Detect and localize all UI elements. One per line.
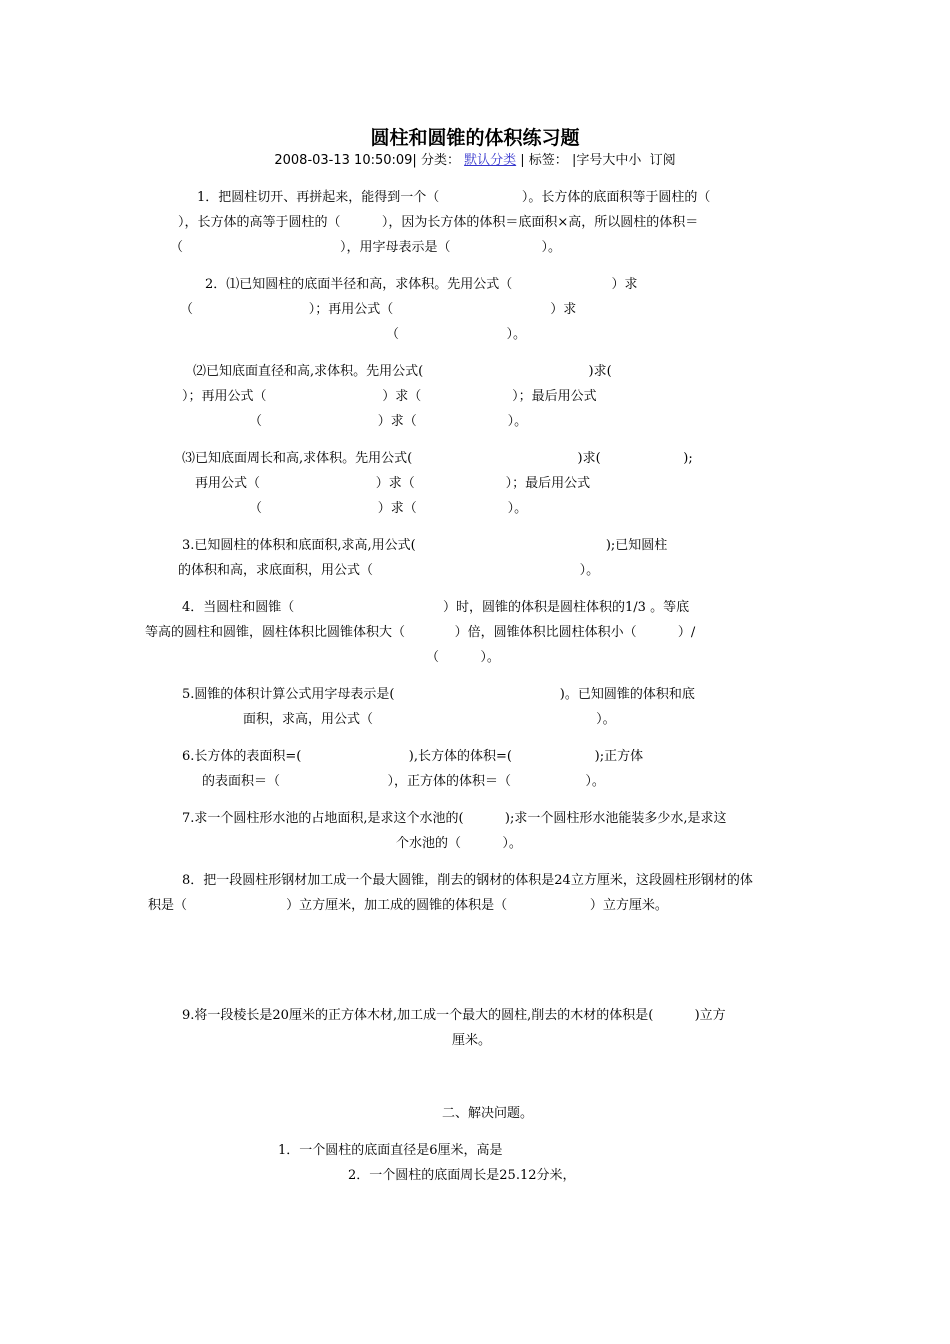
document-title: 圆柱和圆锥的体积练习题 [370,127,580,149]
q8-line-2: 积是（ ）立方厘米，加工成的圆锥的体积是（ ）立方厘米。 [148,898,668,913]
q4-line-1: 4．当圆柱和圆锥（ ）时，圆锥的体积是圆柱体积的1/3 。等底 [182,600,690,615]
problem-1: 1．一个圆柱的底面直径是6厘米，高是 [278,1143,503,1158]
q9-line-2: 厘米。 [452,1033,492,1048]
q6-line-1: 6.长方体的表面积=( ),长方体的体积=( );正方体 [182,749,644,764]
q2-line-1: 2．⑴已知圆柱的底面半径和高，求体积。先用公式（ ）求 [205,277,638,292]
meta-separator: | [520,153,525,168]
post-meta [0,153,950,169]
category-link[interactable]: 默认分类 [464,153,517,168]
q3-line-2: 的体积和高，求底面积，用公式（ ）。 [178,563,600,578]
post-date: 2008-03-13 10:50:09| [274,153,417,168]
q5-line-1: 5.圆锥的体积计算公式用字母表示是( )。已知圆锥的体积和底 [182,687,695,702]
q2-3-line-2: 再用公式（ ）求（ ）；最后用公式 [195,476,591,491]
q2-2-line-3: （ ）求（ ）。 [249,414,528,429]
q6-line-2: 的表面积＝（ ），正方体的体积＝（ ）。 [202,774,605,789]
q7-line-2: 个水池的（ ）。 [396,836,522,851]
q1-line-3: （ ），用字母表示是（ ）。 [170,240,561,255]
q3-line-1: 3.已知圆柱的体积和底面积,求高,用公式( );已知圆柱 [182,538,668,553]
q2-3-line-1: ⑶已知底面周长和高,求体积。先用公式( )求( ); [182,451,693,466]
font-size-control[interactable]: |字号大中小 [571,153,642,168]
q2-line-2: （ ）；再用公式（ ）求 [180,302,577,317]
q2-2-line-1: ⑵已知底面直径和高,求体积。先用公式( )求( [193,364,612,379]
q7-line-1: 7.求一个圆柱形水池的占地面积,是求这个水池的( );求一个圆柱形水池能装多少水,是求这 [182,811,727,826]
tag-label: 标签： [528,153,568,168]
q4-line-2: 等高的圆柱和圆锥，圆柱体积比圆锥体积大（ ）倍，圆锥体积比圆柱体积小（ ）/ [145,625,696,640]
section-heading: 二、解决问题。 [442,1106,534,1121]
q4-line-3: （ ）。 [426,650,500,665]
q2-3-line-3: （ ）求（ ）。 [249,501,528,516]
problem-2: 2．一个圆柱的底面周长是25.12分米， [348,1168,576,1183]
q2-2-line-2: ）；再用公式（ ）求（ ）；最后用公式 [182,389,597,404]
q9-line-1: 9.将一段棱长是20厘米的正方体木材,加工成一个最大的圆柱,削去的木材的体积是( )立方 [182,1008,726,1023]
q2-line-3: （ ）。 [386,327,526,342]
subscribe-link[interactable]: 订阅 [649,153,676,168]
q1-line-1: 1．把圆柱切开、再拼起来，能得到一个（ ）。长方体的底面积等于圆柱的（ [197,190,711,205]
q8-line-1: 8．把一段圆柱形钢材加工成一个最大圆锥，削去的钢材的体积是24立方厘米，这段圆柱形钢材的体 [182,873,753,888]
q5-line-2: 面积，求高，用公式（ ）。 [243,712,616,727]
category-label: 分类： [420,153,460,168]
q1-line-2: ），长方体的高等于圆柱的（ ），因为长方体的体积＝底面积×高，所以圆柱的体积＝ [178,215,699,230]
